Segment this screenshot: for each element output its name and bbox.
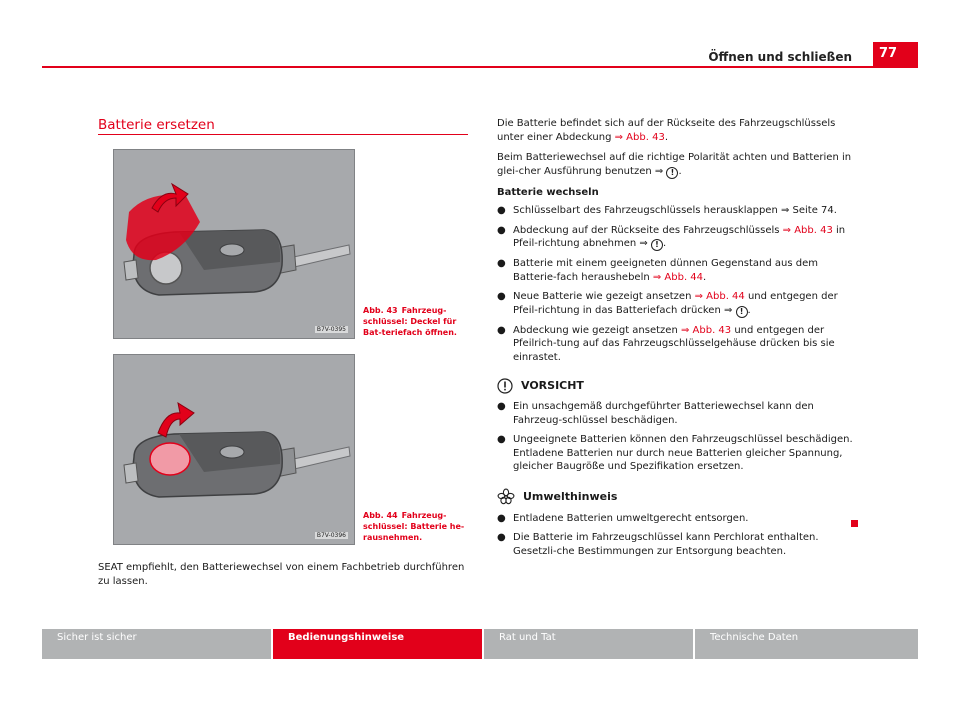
bullet-icon: ● <box>497 324 506 336</box>
figure-44-caption <box>363 510 473 543</box>
figure-43-code: B7V-0395 <box>316 326 346 333</box>
recommendation-text: SEAT empfiehlt, den Batteriewechsel von einem Fachbetrieb durchführen zu lassen. <box>98 562 465 587</box>
environment-heading <box>497 488 859 506</box>
footer-tab-technische-daten[interactable]: Technische Daten <box>695 629 918 659</box>
bullet-icon: ● <box>497 532 506 543</box>
section-rule <box>98 134 468 135</box>
caution-item <box>497 433 859 474</box>
figure-43-caption <box>363 305 473 338</box>
environment-item <box>497 531 859 558</box>
step-item <box>497 324 859 365</box>
step-text: Abdeckung wie gezeigt ansetzen <box>513 324 681 336</box>
caution-text: Ungeeignete Batterien können den Fahrzeugschlüssel beschädigen. Entladene Batterien nur durch neue Batterien gleicher Spannung, gleicher Baugröße und Spezifikation ersetzen. <box>513 434 853 472</box>
figure-43-caption-text: Fahrzeug-schlüssel: Deckel für Bat-teriefach öffnen. <box>363 306 457 337</box>
step-text: Abdeckung auf der Rückseite des Fahrzeugschlüssels <box>513 224 783 236</box>
caution-item <box>497 400 859 427</box>
intro-text: Die Batterie befindet sich auf der Rückseite des Fahrzeugschlüssels unter einer Abdeckung <box>497 118 836 143</box>
flower-icon <box>497 488 515 506</box>
step-text: Batterie mit einem geeigneten dünnen Gegenstand aus dem Batterie-fach heraushebeln <box>513 258 819 283</box>
intro-end: . <box>664 131 668 143</box>
section-end-marker <box>851 520 858 527</box>
ref-fig-43-link[interactable]: ⇒ Abb. 43 <box>680 324 732 336</box>
step-text-cont: und entgegen der Pfeilrich-tung auf das Fahrzeugschlüsselgehäuse drücken bis sie einrastet. <box>513 324 835 363</box>
right-column <box>497 117 859 564</box>
step-item <box>497 204 859 218</box>
warning-icon: ! <box>651 239 663 251</box>
polarity-paragraph <box>497 151 859 179</box>
caution-icon <box>497 378 513 394</box>
polarity-end: . <box>678 165 682 177</box>
caution-title: VORSICHT <box>521 379 584 393</box>
figure-43-image <box>113 149 355 339</box>
polarity-text: Beim Batteriewechsel auf die richtige Polarität achten und Batterien in glei-cher Ausführung benutzen ⇒ <box>497 152 852 177</box>
footer-tab-bedienungshinweise[interactable]: Bedienungshinweise <box>273 629 482 659</box>
bullet-icon: ● <box>497 224 506 236</box>
running-header-title: Öffnen und schließen <box>708 50 852 64</box>
step-text: Neue Batterie wie gezeigt ansetzen <box>513 291 695 302</box>
step-text-cont: in Pfeil-richtung abnehmen ⇒ <box>513 224 846 249</box>
figure-44-image <box>113 354 355 545</box>
subheading-batterie-wechseln: Batterie wechseln <box>497 186 599 198</box>
warning-icon: ! <box>666 167 678 179</box>
footer-navigation <box>42 629 918 659</box>
ref-fig-44-link[interactable]: ⇒ Abb. 44 <box>694 291 745 302</box>
footer-tab-rat-und-tat[interactable]: Rat und Tat <box>484 629 693 659</box>
figure-44-label: Abb. 44 <box>363 511 398 520</box>
step-text-cont: und entgegen der Pfeil-richtung in das Batteriefach drücken ⇒ <box>513 291 838 316</box>
bullet-icon: ● <box>497 258 506 269</box>
intro-paragraph <box>497 117 859 144</box>
figure-44-caption-text: Fahrzeug-schlüssel: Batterie he-rausnehmen. <box>363 511 465 542</box>
bullet-icon: ● <box>497 401 506 412</box>
warning-icon: ! <box>736 306 748 318</box>
environment-item <box>497 512 859 526</box>
step-text: Schlüsselbart des Fahrzeugschlüssels herausklappen ⇒ Seite 74. <box>513 205 837 216</box>
figure-43-label: Abb. 43 <box>363 306 398 315</box>
environment-title: Umwelthinweis <box>523 489 618 503</box>
section-title: Batterie ersetzen <box>98 117 215 133</box>
step-item: ● Abdeckung auf der Rückseite des Fahrzeugschlüssels ⇒ Abb. 43 in Pfeil-richtung abnehmen ⇒ ! . <box>497 224 846 249</box>
figure-44-code: B7V-0396 <box>316 532 346 539</box>
caution-heading <box>497 378 859 394</box>
caution-text: Ein unsachgemäß durchgeführter Batteriewechsel kann den Fahrzeug-schlüssel beschädigen. <box>513 401 814 426</box>
step-item <box>497 257 859 284</box>
bullet-icon: ● <box>497 512 506 524</box>
environment-text: Die Batterie im Fahrzeugschlüssel kann Perchlorat enthalten. Gesetzli-che Bestimmungen zur Entsorgung beachten. <box>513 532 819 557</box>
step-item: ● Neue Batterie wie gezeigt ansetzen ⇒ Abb. 44 und entgegen der Pfeil-richtung in das Batteriefach drücken ⇒ ! . <box>497 291 838 316</box>
page-number: 77 <box>873 42 918 66</box>
ref-fig-43-link[interactable]: ⇒ Abb. 43 <box>782 224 833 236</box>
footer-tab-sicher-ist-sicher[interactable]: Sicher ist sicher <box>42 629 271 659</box>
ref-fig-43-link[interactable]: ⇒ Abb. 43 <box>614 131 665 143</box>
ref-fig-44-link[interactable]: ⇒ Abb. 44 <box>652 271 704 283</box>
environment-text: Entladene Batterien umweltgerecht entsorgen. <box>513 512 749 524</box>
step-text-cont: . <box>703 271 707 283</box>
bullet-icon: ● <box>497 291 506 302</box>
bullet-icon: ● <box>497 434 506 445</box>
header-rule <box>42 66 918 68</box>
bullet-icon: ● <box>497 205 506 216</box>
